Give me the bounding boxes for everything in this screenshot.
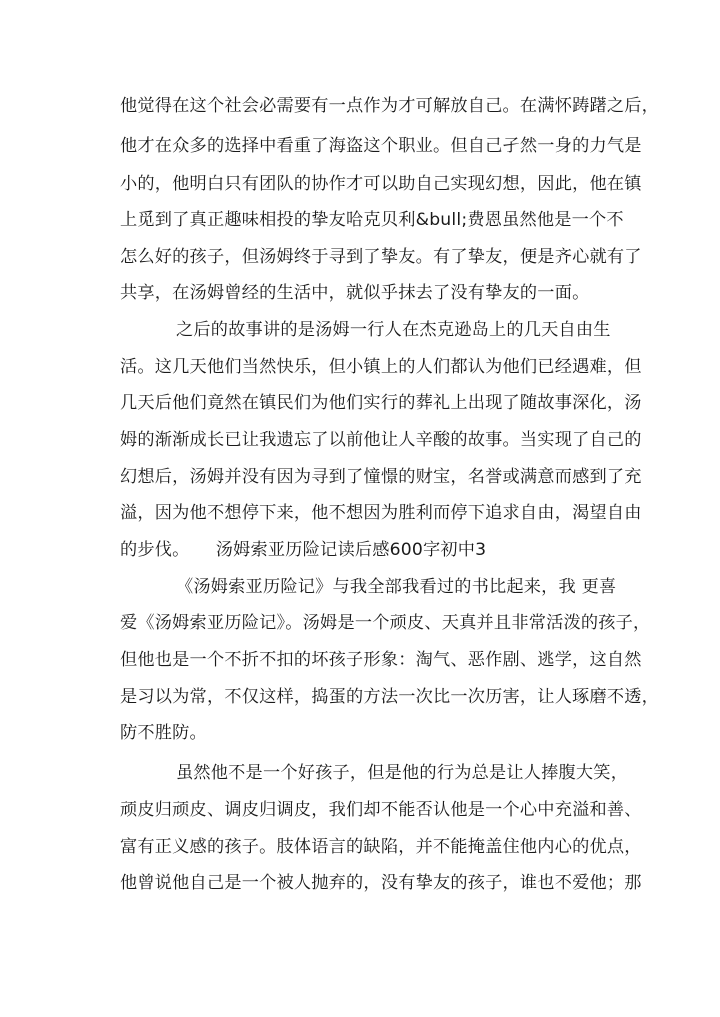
text-line: 但他也是一个不折不扣的坏孩子形象：淘气、恶作剧、逃学，这自然 bbox=[120, 650, 642, 670]
text-line: 他才在众多的选择中看重了海盗这个职业。但自己孑然一身的力气是 bbox=[120, 136, 642, 156]
text-line: 他觉得在这个社会必需要有一点作为才可解放自己。在满怀踌躇之后， bbox=[120, 96, 660, 116]
text-line: 几天后他们竟然在镇民们为他们实行的葬礼上出现了随故事深化，汤 bbox=[120, 393, 642, 413]
text-line: 富有正义感的孩子。肢体语言的缺陷，并不能掩盖住他内心的优点， bbox=[120, 837, 642, 857]
text-line: 《汤姆索亚历险记》与我全部我看过的书比起来，我 更喜 bbox=[176, 577, 617, 597]
text-line: 虽然他不是一个好孩子，但是他的行为总是让人捧腹大笑， bbox=[176, 763, 629, 783]
text-line: 是习以为常，不仅这样，捣蛋的方法一次比一次历害，让人琢磨不透， bbox=[120, 687, 660, 707]
text-line: 姆的渐渐成长已让我遗忘了以前他让人辛酸的故事。当实现了自己的 bbox=[120, 430, 642, 450]
text-line: 防不胜防。 bbox=[120, 723, 207, 743]
text-line: 上觅到了真正趣味相投的挚友哈克贝利&bull;费恩虽然他是一个不 bbox=[120, 210, 624, 230]
text-line: 他曾说他自己是一个被人抛弃的，没有挚友的孩子，谁也不爱他；那 bbox=[120, 873, 642, 893]
text-line: 之后的故事讲的是汤姆一行人在杰克逊岛上的几天自由生 bbox=[176, 320, 611, 340]
text-line: 共享，在汤姆曾经的生活中，就似乎抹去了没有挚友的一面。 bbox=[120, 283, 590, 303]
text-line: 顽皮归顽皮、调皮归调皮，我们却不能否认他是一个心中充溢和善、 bbox=[120, 800, 642, 820]
text-line: 小的，他明白只有团队的协作才可以助自己实现幻想，因此，他在镇 bbox=[120, 174, 642, 194]
text-line: 幻想后，汤姆并没有因为寻到了憧憬的财宝，名誉或满意而感到了充 bbox=[120, 467, 642, 487]
text-line: 活。这几天他们当然快乐，但小镇上的人们都认为他们已经遇难，但 bbox=[120, 357, 642, 377]
text-line: 溢，因为他不想停下来，他不想因为胜利而停下追求自由，渴望自由 bbox=[120, 503, 642, 523]
text-line: 的步伐。 汤姆索亚历险记读后感600字初中3 bbox=[120, 540, 487, 560]
text-line: 怎么好的孩子，但汤姆终于寻到了挚友。有了挚友，便是齐心就有了 bbox=[120, 247, 642, 267]
text-line: 爱《汤姆索亚历险记》。汤姆是一个顽皮、天真并且非常活泼的孩子， bbox=[120, 613, 651, 633]
